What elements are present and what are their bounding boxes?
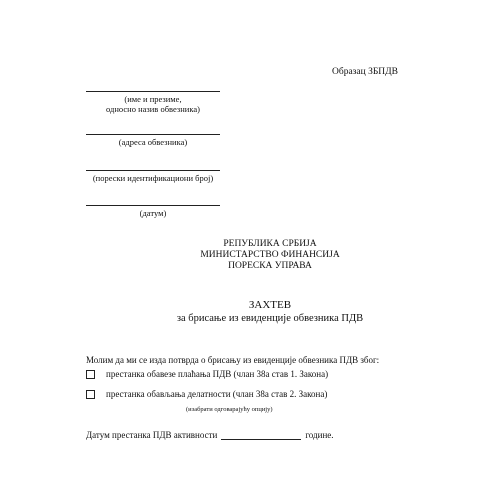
option-label: престанка обавезе плаћања ПДВ (члан 38а став 1. Закона) [106, 369, 329, 379]
request-text: Молим да ми се изда потврда о брисању из евиденције обвезника ПДВ због: [86, 355, 380, 365]
vat-end-date-input[interactable] [221, 430, 301, 440]
title-main: ЗАХТЕВ [248, 299, 292, 311]
institution-line1: РЕПУБЛИКА СРБИЈА [223, 239, 317, 249]
form-code: Образац ЗБПДВ [332, 67, 398, 77]
tax-id-caption: (порески идентификациони број) [92, 173, 214, 183]
option-activity-ceased[interactable] [86, 389, 327, 399]
institution-line3: ПОРЕСКА УПРАВА [228, 261, 312, 271]
document-title [130, 299, 410, 325]
address-caption: (адреса обвезника) [118, 137, 188, 147]
date-underline [86, 205, 220, 206]
address-underline [86, 134, 220, 135]
taxpayer-name-field[interactable] [86, 91, 220, 114]
option-vat-obligation-ended[interactable] [86, 369, 328, 379]
option-label: престанка обављања делатности (члан 38а став 2. Закона) [106, 389, 328, 399]
vat-end-date-row [86, 430, 334, 440]
tax-id-field[interactable] [86, 170, 220, 183]
vat-end-date-suffix: године. [305, 430, 334, 440]
institution-line2: МИНИСТАРСТВО ФИНАНСИЈА [200, 250, 340, 260]
date-field[interactable] [86, 205, 220, 218]
title-sub: за брисање из евиденције обвезника ПДВ [176, 313, 364, 324]
institution-header [150, 239, 390, 272]
name-caption-line2: односно назив обвезника) [106, 104, 200, 114]
name-underline [86, 91, 220, 92]
taxpayer-address-field[interactable] [86, 134, 220, 147]
checkbox-vat-obligation-ended[interactable] [86, 370, 95, 379]
date-caption: (датум) [139, 208, 167, 218]
name-caption [86, 94, 220, 114]
name-caption-line1: (име и презиме, [124, 94, 182, 104]
checkbox-activity-ceased[interactable] [86, 390, 95, 399]
tax-id-underline [86, 170, 220, 171]
vat-end-date-label: Датум престанка ПДВ активности [86, 430, 218, 440]
options-note: (изабрати одговарајућу опцију) [186, 406, 273, 413]
